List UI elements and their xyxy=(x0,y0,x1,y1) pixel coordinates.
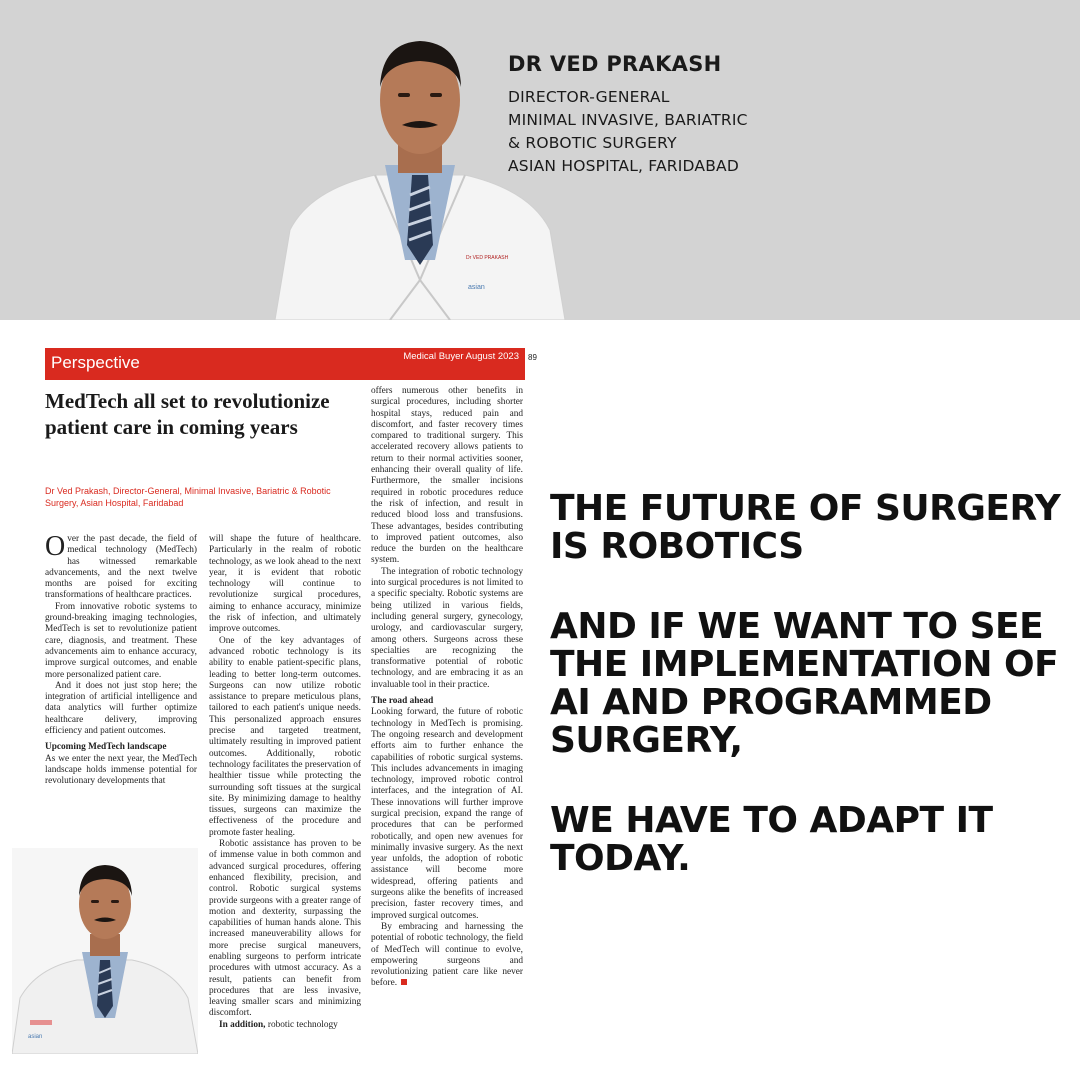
paragraph: By embracing and harnessing the potential of robotic technology, the field of MedTech will continue to evolve, empowering surgeons and revolutionizing patient care like never before. xyxy=(371,921,523,989)
coat-logo: asian xyxy=(468,284,485,291)
drop-cap: O xyxy=(45,534,66,562)
credential-line: ASIAN HOSPITAL, FARIDABAD xyxy=(508,157,739,175)
lead-in: In addition, xyxy=(219,1019,266,1030)
article-byline: Dr Ved Prakash, Director-General, Minimal Invasive, Bariatric & Robotic Surgery, Asian Hospital, Faridabad xyxy=(45,486,331,508)
paragraph: As we enter the next year, the MedTech landscape holds immense potential for revolutionary developments that xyxy=(45,753,197,787)
subheading: The road ahead xyxy=(371,696,434,707)
credential-line: & ROBOTIC SURGERY xyxy=(508,134,677,152)
paragraph: From innovative robotic systems to ground-breaking imaging technologies, MedTech is set to revolutionize patient care, diagnosis, and treatment. These advancements aim to enhance accuracy, improve surgical outcomes, and enable more personalized patient care. xyxy=(45,601,197,680)
end-mark-icon xyxy=(401,979,407,985)
headline-message xyxy=(550,490,1070,920)
paragraph: The integration of robotic technology into surgical procedures is not limited to a specific specialty. Robotic systems are being utilized in various fields, including general surgery, gynecology, urology, and cardiovascular surgery, among others. Surgeons across these specialties are recognizing the transformative potential of robotic technology, and are embracing it as an invaluable tool in their practice. xyxy=(371,566,523,690)
paragraph: will shape the future of healthcare. Particularly in the realm of robotic technology, as we look ahead to the next year, it is evident that robotic technology will continue to revolutionize surgical procedures, aiming to enhance accuracy, minimize the risk of infection, and ultimately improve outcomes. xyxy=(209,534,361,635)
article-column-1 xyxy=(45,534,197,834)
section-label: Perspective xyxy=(51,353,140,372)
coat-logo: asian xyxy=(28,1034,43,1040)
credential-line: MINIMAL INVASIVE, BARIATRIC xyxy=(508,111,748,129)
message-line: WE HAVE TO ADAPT IT TODAY. xyxy=(550,800,993,879)
paragraph: And it does not just stop here; the integration of artificial intelligence and data analytics will further optimize healthcare delivery, improving efficiency and patient outcomes. xyxy=(45,680,197,737)
paragraph: robotic technology xyxy=(267,1019,338,1030)
subheading: Upcoming MedTech landscape xyxy=(45,742,167,753)
message-line: THE FUTURE OF SURGERY IS ROBOTICS xyxy=(550,488,1061,567)
magazine-article xyxy=(0,320,540,1080)
header-band xyxy=(0,0,1080,320)
paragraph: Looking forward, the future of robotic technology in MedTech is promising. The ongoing research and development efforts aim to further enhance the capabilities of robotic surgical systems. This includes advancements in imaging technology, improved robotic control interfaces, and the integration of AI. These innovations will further improve surgical precision, expand the range of procedures that can be performed robotically, and open new avenues for minimally invasive surgery. As the next year unfolds, the adoption of robotic assistance will become more widespread, offering patients and surgeons alike the benefits of increased precision, faster recovery times, and improved surgical outcomes. xyxy=(371,707,523,921)
publication-label: Medical Buyer August 2023 xyxy=(403,351,519,362)
paragraph: ver the past decade, the field of medical technology (MedTech) has witnessed remarkable advancements, and the next twelve months are poised for exciting transformations of healthcare practices. xyxy=(45,534,197,601)
page-number: 89 xyxy=(528,353,537,362)
coat-name-tag: Dr VED PRAKASH xyxy=(466,255,509,261)
message-line: AND IF WE WANT TO SEE THE IMPLEMENTATION OF AI AND PROGRAMMED SURGERY, xyxy=(550,606,1059,761)
article-portrait-photo xyxy=(12,848,198,1054)
doctor-name: DR VED PRAKASH xyxy=(508,52,722,76)
paragraph: offers numerous other benefits in surgical procedures, including shorter hospital stays, reduced pain and discomfort, and faster recovery times compared to traditional surgery. This accelerated recovery allows patients to return to their normal activities sooner, enhancing their overall quality of life. Furthermore, the smaller incisions required in robotic procedures reduce the risk of infection, and result in reduced blood loss and transfusions. These advantages, besides contributing to improved patient outcomes, also reduce the burden on the healthcare system. xyxy=(371,386,523,566)
section-bar xyxy=(45,348,525,380)
article-column-3 xyxy=(371,386,523,1066)
credential-line: DIRECTOR-GENERAL xyxy=(508,88,670,106)
article-column-2 xyxy=(209,534,361,1069)
paragraph: One of the key advantages of advanced robotic technology is its ability to enable patient-specific plans, leading to better long-term outcomes. Surgeons can now utilize robotic assistance to prepare meticulous plans, tailored to each patient's unique needs. This personalized approach ensures precise and targeted treatment, ultimately resulting in improved patient outcomes. Additionally, robotic technology facilitates the preservation of healthier tissue while protecting the surrounding soft tissues at the surgical site. By minimizing damage to healthy tissues, surgeons can maximize the effectiveness of the procedure and promote faster healing. xyxy=(209,635,361,838)
doctor-credentials xyxy=(508,52,748,178)
article-title: MedTech all set to revolutionize patient care in coming years xyxy=(45,389,330,439)
paragraph: Robotic assistance has proven to be of immense value in both common and advanced surgical procedures, offering enhanced flexibility, precision, and control. Robotic surgical systems provide surgeons with a greater range of motion and dexterity, surpassing the capabilities of human hands alone. This increased maneuverability allows for more precise surgical maneuvers, enabling surgeons to perform intricate procedures with utmost accuracy. As a result, patients can benefit from procedures that are less invasive, leaving smaller scars and minimizing discomfort. xyxy=(209,839,361,1019)
